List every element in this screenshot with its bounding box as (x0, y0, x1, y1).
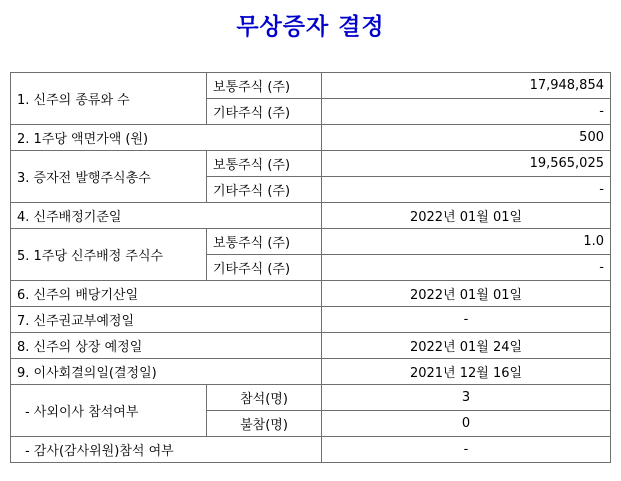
new-shares-other-value: - (322, 99, 611, 125)
per-share-other-label: 기타주식 (주) (207, 255, 322, 281)
auditor-label: - 감사(감사위원)참석 여부 (11, 437, 322, 463)
new-shares-label: 1. 신주의 종류와 수 (11, 73, 207, 125)
table-row (11, 229, 611, 255)
board-date-label: 9. 이사회결의일(결정일) (11, 359, 322, 385)
new-shares-other-label: 기타주식 (주) (207, 99, 322, 125)
listing-date-value: 2022년 01월 24일 (322, 333, 611, 359)
table-row (11, 151, 611, 177)
certificate-date-label: 7. 신주권교부예정일 (11, 307, 322, 333)
pre-issue-common-label: 보통주식 (주) (207, 151, 322, 177)
table-row (11, 333, 611, 359)
board-date-value: 2021년 12월 16일 (322, 359, 611, 385)
dividend-date-value: 2022년 01월 01일 (322, 281, 611, 307)
table-row (11, 203, 611, 229)
page-title: 무상증자 결정 (236, 13, 385, 40)
table-row (11, 437, 611, 463)
listing-date-label: 8. 신주의 상장 예정일 (11, 333, 322, 359)
table-row (11, 125, 611, 151)
certificate-date-value: - (322, 307, 611, 333)
pre-issue-common-value: 19,565,025 (322, 151, 611, 177)
record-date-value: 2022년 01월 01일 (322, 203, 611, 229)
disclosure-table (10, 72, 611, 463)
record-date-label: 4. 신주배정기준일 (11, 203, 322, 229)
par-value-value: 500 (322, 125, 611, 151)
auditor-value: - (322, 437, 611, 463)
pre-issue-label: 3. 증자전 발행주식총수 (11, 151, 207, 203)
table-row (11, 359, 611, 385)
per-share-label: 5. 1주당 신주배정 주식수 (11, 229, 207, 281)
per-share-common-value: 1.0 (322, 229, 611, 255)
per-share-other-value: - (322, 255, 611, 281)
outside-directors-present-label: 참석(명) (207, 385, 322, 411)
pre-issue-other-value: - (322, 177, 611, 203)
outside-directors-absent-label: 불참(명) (207, 411, 322, 437)
dividend-date-label: 6. 신주의 배당기산일 (11, 281, 322, 307)
par-value-label: 2. 1주당 액면가액 (원) (11, 125, 322, 151)
outside-directors-present-value: 3 (322, 385, 611, 411)
new-shares-common-value: 17,948,854 (322, 73, 611, 99)
table-row (11, 385, 611, 411)
table-row (11, 73, 611, 99)
pre-issue-other-label: 기타주식 (주) (207, 177, 322, 203)
per-share-common-label: 보통주식 (주) (207, 229, 322, 255)
outside-directors-label: - 사외이사 참석여부 (11, 385, 207, 437)
outside-directors-absent-value: 0 (322, 411, 611, 437)
new-shares-common-label: 보통주식 (주) (207, 73, 322, 99)
table-row (11, 281, 611, 307)
table-row (11, 307, 611, 333)
